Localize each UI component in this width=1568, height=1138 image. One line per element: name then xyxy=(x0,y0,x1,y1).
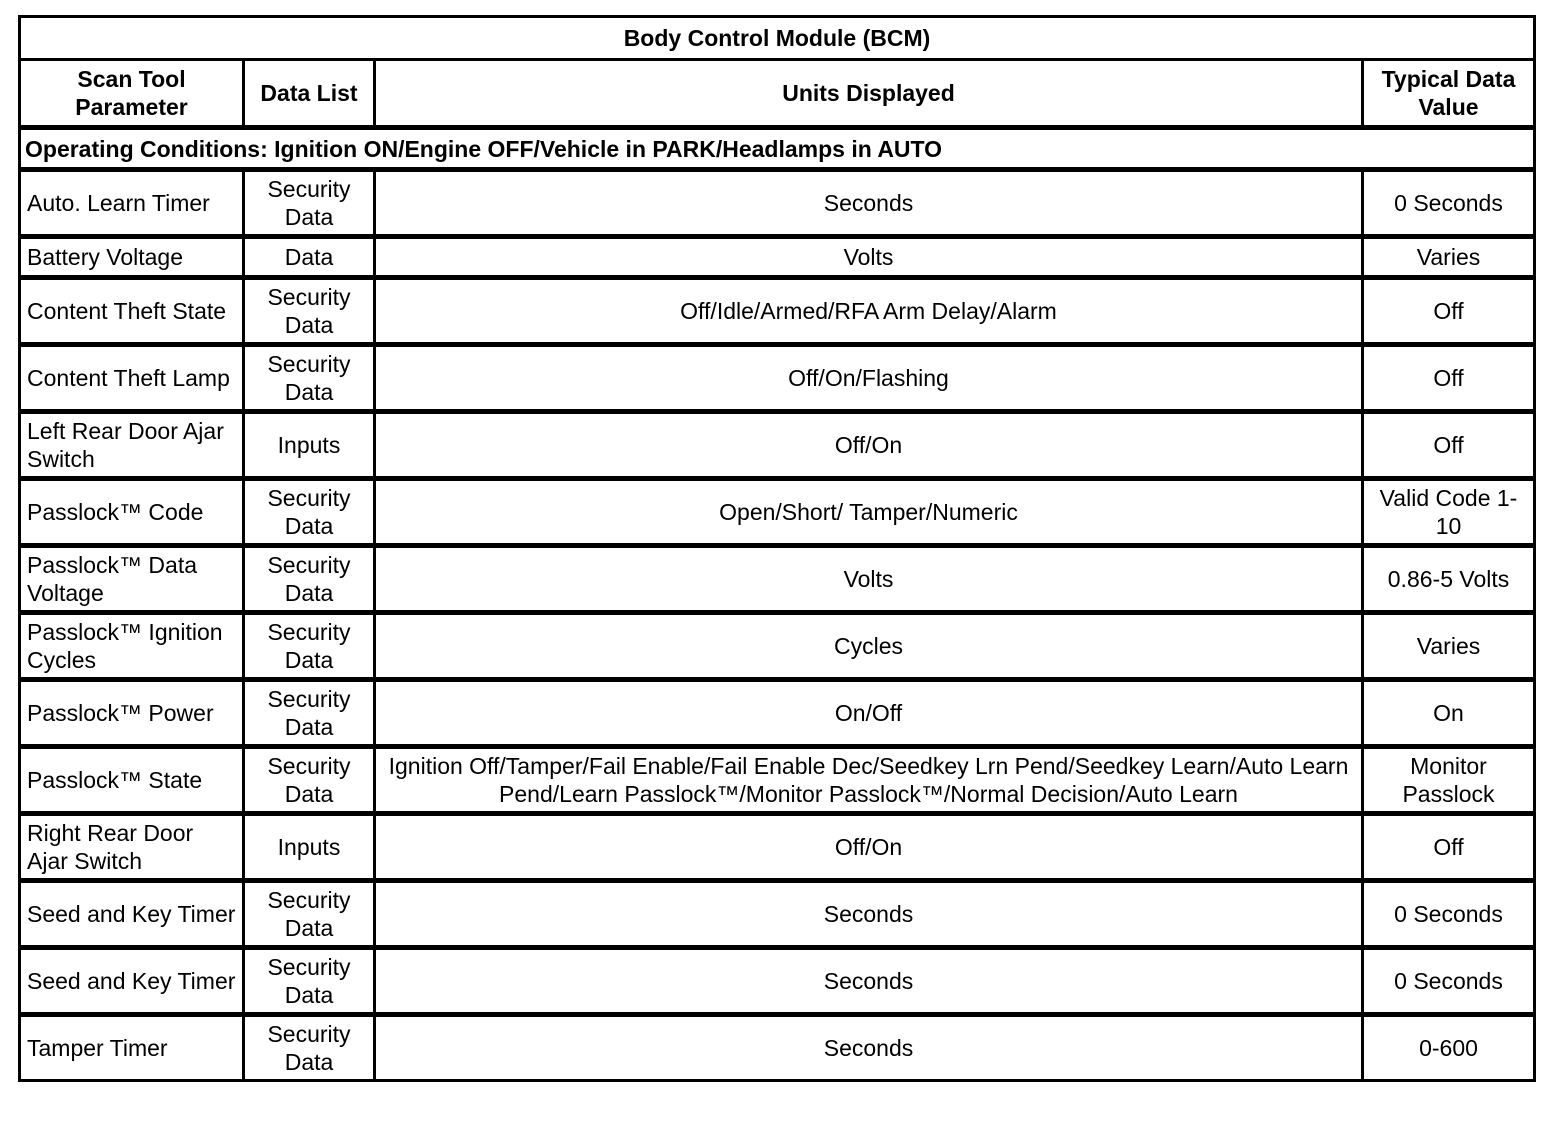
bcm-data-table xyxy=(18,15,1536,1082)
table-row xyxy=(20,546,1535,613)
cell-parameter: Seed and Key Timer xyxy=(20,881,244,948)
cell-data-list: Security Data xyxy=(244,948,375,1015)
table-row xyxy=(20,345,1535,412)
cell-typical-value: Varies xyxy=(1363,237,1535,278)
cell-units: Volts xyxy=(375,237,1363,278)
cell-data-list: Security Data xyxy=(244,747,375,814)
operating-conditions: Operating Conditions: Ignition ON/Engine OFF/Vehicle in PARK/Headlamps in AUTO xyxy=(20,128,1535,170)
cell-parameter: Left Rear Door Ajar Switch xyxy=(20,412,244,479)
table-row xyxy=(20,747,1535,814)
cell-parameter: Passlock™ Power xyxy=(20,680,244,747)
table-title: Body Control Module (BCM) xyxy=(20,17,1535,60)
cell-parameter: Right Rear Door Ajar Switch xyxy=(20,814,244,881)
table-row xyxy=(20,412,1535,479)
cell-units: Seconds xyxy=(375,170,1363,237)
cell-data-list: Inputs xyxy=(244,412,375,479)
cell-units: Volts xyxy=(375,546,1363,613)
header-units: Units Displayed xyxy=(375,60,1363,128)
cell-units: Cycles xyxy=(375,613,1363,680)
cell-typical-value: 0-600 xyxy=(1363,1015,1535,1081)
table-row xyxy=(20,479,1535,546)
table-row xyxy=(20,1015,1535,1081)
cell-parameter: Passlock™ State xyxy=(20,747,244,814)
cell-typical-value: Varies xyxy=(1363,613,1535,680)
cell-typical-value: 0 Seconds xyxy=(1363,881,1535,948)
cell-parameter: Passlock™ Ignition Cycles xyxy=(20,613,244,680)
cell-parameter: Passlock™ Data Voltage xyxy=(20,546,244,613)
operating-conditions-row xyxy=(20,128,1535,170)
cell-parameter: Content Theft Lamp xyxy=(20,345,244,412)
cell-parameter: Seed and Key Timer xyxy=(20,948,244,1015)
table-header-row xyxy=(20,60,1535,128)
cell-units: Off/On xyxy=(375,412,1363,479)
cell-typical-value: Valid Code 1-10 xyxy=(1363,479,1535,546)
header-parameter: Scan Tool Parameter xyxy=(20,60,244,128)
cell-units: Seconds xyxy=(375,948,1363,1015)
table-row xyxy=(20,680,1535,747)
cell-parameter: Content Theft State xyxy=(20,278,244,345)
cell-units: Ignition Off/Tamper/Fail Enable/Fail Enable Dec/Seedkey Lrn Pend/Seedkey Learn/Auto Learn Pend/Learn Passlock™/Monitor Passlock™/Normal Decision/Auto Learn xyxy=(375,747,1363,814)
cell-data-list: Security Data xyxy=(244,479,375,546)
cell-parameter: Passlock™ Code xyxy=(20,479,244,546)
table-row xyxy=(20,881,1535,948)
cell-units: Off/Idle/Armed/RFA Arm Delay/Alarm xyxy=(375,278,1363,345)
cell-data-list: Security Data xyxy=(244,170,375,237)
table-body xyxy=(20,128,1535,1081)
table-row xyxy=(20,814,1535,881)
cell-units: Open/Short/ Tamper/Numeric xyxy=(375,479,1363,546)
cell-data-list: Security Data xyxy=(244,881,375,948)
cell-units: Off/On xyxy=(375,814,1363,881)
cell-typical-value: On xyxy=(1363,680,1535,747)
cell-parameter: Auto. Learn Timer xyxy=(20,170,244,237)
cell-data-list: Security Data xyxy=(244,278,375,345)
cell-typical-value: Off xyxy=(1363,278,1535,345)
cell-typical-value: Monitor Passlock xyxy=(1363,747,1535,814)
cell-typical-value: 0.86-5 Volts xyxy=(1363,546,1535,613)
cell-data-list: Security Data xyxy=(244,613,375,680)
table-row xyxy=(20,613,1535,680)
cell-data-list: Security Data xyxy=(244,1015,375,1081)
cell-typical-value: Off xyxy=(1363,412,1535,479)
cell-parameter: Tamper Timer xyxy=(20,1015,244,1081)
cell-data-list: Inputs xyxy=(244,814,375,881)
table-row xyxy=(20,237,1535,278)
cell-typical-value: Off xyxy=(1363,345,1535,412)
cell-units: On/Off xyxy=(375,680,1363,747)
cell-data-list: Data xyxy=(244,237,375,278)
cell-units: Off/On/Flashing xyxy=(375,345,1363,412)
cell-data-list: Security Data xyxy=(244,680,375,747)
table-title-row xyxy=(20,17,1535,60)
cell-units: Seconds xyxy=(375,881,1363,948)
cell-typical-value: 0 Seconds xyxy=(1363,170,1535,237)
table-row xyxy=(20,948,1535,1015)
header-data-list: Data List xyxy=(244,60,375,128)
cell-typical-value: 0 Seconds xyxy=(1363,948,1535,1015)
cell-units: Seconds xyxy=(375,1015,1363,1081)
cell-data-list: Security Data xyxy=(244,345,375,412)
table-row xyxy=(20,170,1535,237)
cell-parameter: Battery Voltage xyxy=(20,237,244,278)
cell-typical-value: Off xyxy=(1363,814,1535,881)
header-typical-value: Typical Data Value xyxy=(1363,60,1535,128)
table-row xyxy=(20,278,1535,345)
cell-data-list: Security Data xyxy=(244,546,375,613)
